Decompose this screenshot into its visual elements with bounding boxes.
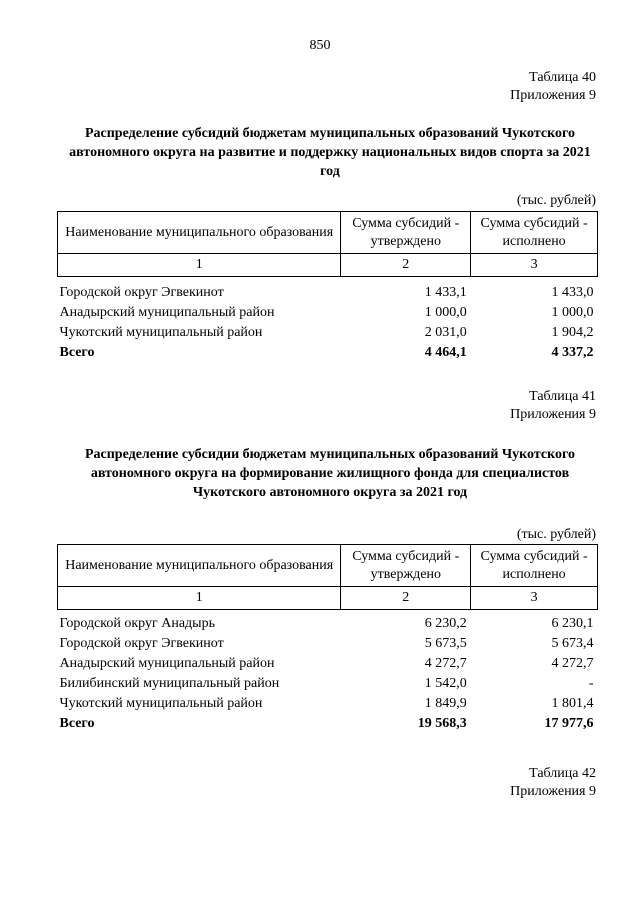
row-approved: 1 000,0 [424,305,467,320]
page-number: 850 [309,38,331,53]
table41-reference [510,388,596,424]
table-row [58,634,598,654]
row-executed: - [588,676,594,691]
table40-header-executed: Сумма субсидий - исполнено [471,212,598,254]
row-approved: 2 031,0 [424,325,467,340]
table40-units: (тыс. рублей) [516,193,596,208]
row-executed: 1 000,0 [551,305,594,320]
row-executed: 5 673,4 [551,636,594,651]
row-name: Чукотский муниципальный район [59,325,263,340]
table41-colnum-row [58,587,598,610]
table40-colnum-2: 2 [341,254,471,277]
row-name: Анадырский муниципальный район [59,656,275,671]
row-executed: 1 801,4 [551,696,594,711]
table41-header-row [58,545,598,587]
table42-reference [510,765,596,801]
row-name: Анадырский муниципальный район [59,305,275,320]
table40-colnum-row [58,254,598,277]
table-row [58,654,598,674]
row-executed: 4 272,7 [551,656,594,671]
table40-title: Распределение субсидий бюджетам муниципальных образований Чукотского автономного округа на развитие и поддержку национальных видов спорта за 2021 год [69,126,591,179]
row-name: Городской округ Анадырь [59,616,215,631]
table-row [58,694,598,714]
table40-ref-line2: Приложения 9 [510,88,596,103]
row-executed: 1 433,0 [551,285,594,300]
table41-colnum-3: 3 [471,587,598,610]
table40-ref-line1: Таблица 40 [529,70,596,85]
table41-title: Распределение субсидии бюджетам муниципальных образований Чукотского автономного округа на формирование жилищного фонда для специалистов Чукотского автономного округа за 2021 год [84,447,576,500]
row-approved: 1 849,9 [424,696,467,711]
table40-colnum-3: 3 [471,254,598,277]
table40-reference [510,69,596,105]
table-row [58,674,598,694]
table40-header-approved: Сумма субсидий - утверждено [341,212,471,254]
table41-units: (тыс. рублей) [516,527,596,542]
table40-header-row [58,212,598,254]
row-approved: 1 542,0 [424,676,467,691]
table40-header-name: Наименование муниципального образования [58,212,341,254]
table40-colnum-1: 1 [58,254,341,277]
table41-colnum-1: 1 [58,587,341,610]
total-approved: 4 464,1 [424,345,467,360]
row-executed: 1 904,2 [551,325,594,340]
table-row [58,323,598,343]
row-approved: 5 673,5 [424,636,467,651]
table41 [57,544,598,734]
total-label: Всего [59,345,95,360]
row-name: Городской округ Эгвекинот [59,636,224,651]
total-executed: 17 977,6 [544,716,594,731]
row-name: Чукотский муниципальный район [59,696,263,711]
table41-header-approved: Сумма субсидий - утверждено [341,545,471,587]
table42-ref-line1: Таблица 42 [529,766,596,781]
table41-ref-line2: Приложения 9 [510,407,596,422]
table41-header-executed: Сумма субсидий - исполнено [471,545,598,587]
row-name: Городской округ Эгвекинот [59,285,224,300]
row-executed: 6 230,1 [551,616,594,631]
table-row [58,303,598,323]
row-approved: 4 272,7 [424,656,467,671]
total-executed: 4 337,2 [551,345,594,360]
table41-header-name: Наименование муниципального образования [58,545,341,587]
total-approved: 19 568,3 [417,716,467,731]
total-label: Всего [59,716,95,731]
table40-total-row [58,343,598,363]
row-approved: 6 230,2 [424,616,467,631]
table41-ref-line1: Таблица 41 [529,389,596,404]
table41-total-row [58,714,598,734]
table40 [57,211,598,363]
table41-colnum-2: 2 [341,587,471,610]
row-name: Билибинский муниципальный район [59,676,280,691]
row-approved: 1 433,1 [424,285,467,300]
table42-ref-line2: Приложения 9 [510,784,596,799]
table-row [58,614,598,634]
table-row [58,283,598,303]
